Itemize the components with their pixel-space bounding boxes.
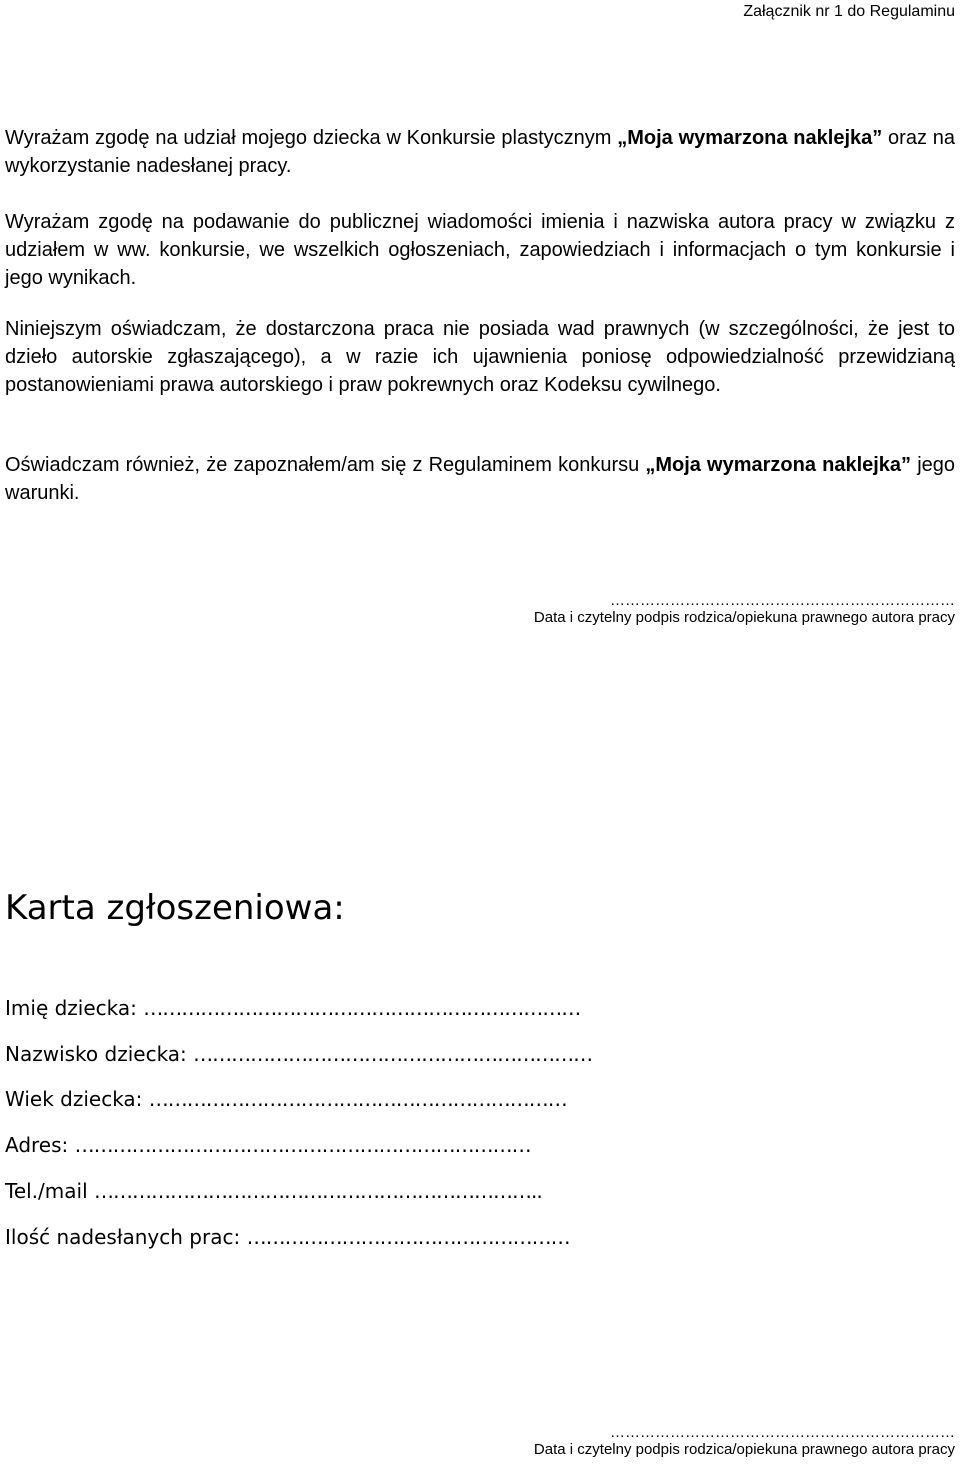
signature-line: …………………………………………………………… (610, 592, 955, 609)
declaration-rules (5, 451, 955, 507)
signature-line: …………………………………………………………… (610, 1424, 955, 1441)
field-fill-line: …………………………………………………………… (143, 996, 581, 1020)
field-label: Tel./mail (5, 1179, 94, 1203)
field-works-count (5, 1223, 570, 1251)
field-fill-line: …………………………………………………………….. (93, 1179, 542, 1203)
field-child-last-name (5, 1040, 592, 1068)
annex-label: Załącznik nr 1 do Regulaminu (743, 3, 955, 20)
field-label: Adres: (5, 1133, 75, 1157)
field-child-age (5, 1085, 567, 1113)
form-title: Karta zgłoszeniowa: (5, 888, 345, 928)
field-fill-line: ……………………………………………………… (193, 1042, 593, 1066)
signature-label: Data i czytelny podpis rodzica/opiekuna prawnego autora pracy (533, 609, 955, 626)
signature-label: Data i czytelny podpis rodzica/opiekuna prawnego autora pracy (533, 1441, 955, 1458)
field-label: Imię dziecka: (5, 996, 144, 1020)
consent-participation-text: Wyrażam zgodę na udział mojego dziecka w Konkursie plastycznym (5, 127, 618, 149)
field-label: Wiek dziecka: (5, 1087, 149, 1111)
contest-name: „Moja wymarzona naklejka” (645, 454, 912, 476)
field-phone-email (5, 1177, 542, 1205)
field-fill-line: …………………………………………… (246, 1225, 570, 1249)
field-fill-line: ……………………………………………………………… (74, 1133, 531, 1157)
declaration-rules-text: Oświadczam również, że zapoznałem/am się z Regulaminem konkursu (5, 454, 646, 476)
consent-participation-text-end: oraz na wykorzystanie nadesłanej pracy. (5, 127, 956, 177)
consent-participation (5, 124, 955, 180)
field-child-first-name (5, 994, 580, 1022)
declaration-legal: Niniejszym oświadczam, że dostarczona praca nie posiada wad prawnych (w szczególności, że jest to dzieło autorskie zgłaszającego), a w razie ich ujawnienia poniosę odpowiedzialność przewidzianą postanowieniami prawa autorskiego i praw pokrewnych oraz Kodeksu cywilnego. (5, 318, 955, 396)
signature-block (534, 594, 955, 628)
field-label: Nazwisko dziecka: (5, 1042, 194, 1066)
signature-block-form (534, 1426, 955, 1460)
contest-name: „Moja wymarzona naklejka” (617, 127, 883, 149)
consent-publication: Wyrażam zgodę na podawanie do publicznej wiadomości imienia i nazwiska autora pracy w związku z udziałem w ww. konkursie, we wszelkich ogłoszeniach, zapowiedziach i informacjach o tym konkursie i jego wynikach. (5, 211, 955, 289)
field-address (5, 1131, 531, 1159)
field-fill-line: ………………………………………………………… (148, 1087, 567, 1111)
declaration-rules-text-end: jego warunki. (5, 454, 956, 504)
field-label: Ilość nadesłanych prac: (5, 1225, 247, 1249)
